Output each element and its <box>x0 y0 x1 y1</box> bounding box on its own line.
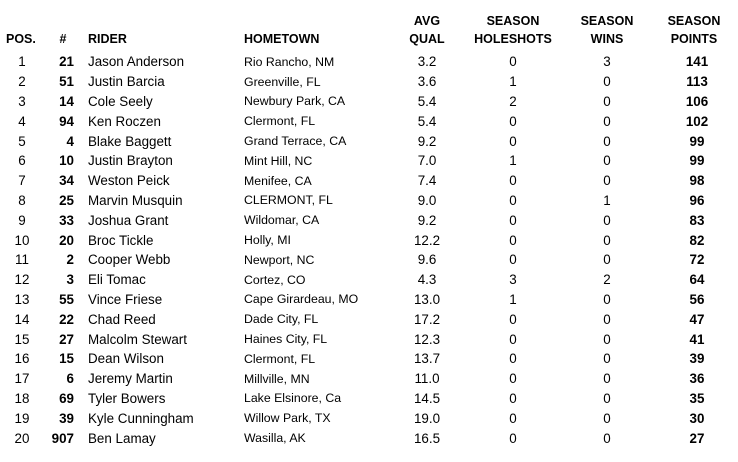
cell-hometown: Wildomar, CA <box>244 213 320 228</box>
cell-number: 10 <box>59 153 74 169</box>
cell-number: 33 <box>59 212 74 228</box>
cell-hometown: Millville, MN <box>244 371 310 386</box>
cell-pos: 5 <box>18 133 26 149</box>
cell-rider: Weston Peick <box>88 173 170 189</box>
table-row <box>0 389 738 409</box>
cell-hometown: Willow Park, TX <box>244 411 331 426</box>
cell-number: 21 <box>59 54 74 70</box>
cell-hometown: Dade City, FL <box>244 312 319 327</box>
cell-rider: Broc Tickle <box>88 232 154 248</box>
cell-rider: Cole Seely <box>88 93 153 109</box>
cell-pos: 1 <box>18 54 26 70</box>
cell-wins: 0 <box>603 291 611 307</box>
cell-holeshots: 0 <box>509 410 517 426</box>
cell-rider: Ben Lamay <box>88 430 156 446</box>
table-row <box>0 270 738 290</box>
table-row <box>0 369 738 389</box>
cell-wins: 0 <box>603 133 611 149</box>
table-row <box>0 72 738 92</box>
table-row <box>0 210 738 230</box>
cell-avg-qual: 9.0 <box>417 192 437 208</box>
cell-avg-qual: 19.0 <box>413 410 441 426</box>
cell-number: 3 <box>66 272 74 288</box>
cell-hometown: Newbury Park, CA <box>244 94 346 109</box>
cell-avg-qual: 11.0 <box>414 371 440 387</box>
cell-hometown: Mint Hill, NC <box>244 153 313 168</box>
cell-rider: Jeremy Martin <box>88 371 173 387</box>
cell-rider: Blake Baggett <box>88 133 172 149</box>
cell-rider: Chad Reed <box>88 311 156 327</box>
cell-number: 22 <box>59 311 74 327</box>
cell-holeshots: 2 <box>509 93 517 109</box>
cell-number: 6 <box>66 371 74 387</box>
cell-wins: 0 <box>603 331 611 347</box>
cell-holeshots: 1 <box>509 291 517 307</box>
cell-number: 55 <box>59 291 74 307</box>
cell-avg-qual: 13.7 <box>413 351 441 367</box>
cell-number: 907 <box>51 430 74 446</box>
cell-hometown: Haines City, FL <box>244 332 328 347</box>
cell-points: 113 <box>686 74 708 90</box>
cell-holeshots: 0 <box>509 113 517 129</box>
cell-rider: Malcolm Stewart <box>88 331 187 347</box>
cell-avg-qual: 9.2 <box>417 212 437 228</box>
cell-pos: 8 <box>18 192 26 208</box>
cell-pos: 14 <box>14 311 30 327</box>
cell-pos: 3 <box>18 93 26 109</box>
cell-rider: Justin Barcia <box>88 74 165 90</box>
cell-rider: Cooper Webb <box>88 252 171 268</box>
cell-wins: 3 <box>603 54 611 70</box>
cell-wins: 0 <box>603 252 611 268</box>
cell-rider: Kyle Cunningham <box>88 410 194 426</box>
cell-points: 102 <box>685 113 709 129</box>
cell-holeshots: 0 <box>509 173 517 189</box>
cell-wins: 0 <box>603 351 611 367</box>
header-season-holeshots: SEASON HOLESHOTS <box>474 14 552 46</box>
cell-number: 34 <box>59 173 74 189</box>
cell-holeshots: 0 <box>509 351 517 367</box>
table-row <box>0 52 738 72</box>
cell-rider: Vince Friese <box>88 291 163 307</box>
cell-holeshots: 0 <box>509 232 517 248</box>
cell-wins: 0 <box>603 113 611 129</box>
cell-avg-qual: 4.3 <box>417 272 437 288</box>
cell-rider: Tyler Bowers <box>88 390 166 406</box>
cell-pos: 15 <box>14 331 30 347</box>
header-avg-qual: AVG QUAL <box>409 14 445 46</box>
cell-holeshots: 0 <box>509 311 517 327</box>
cell-avg-qual: 7.4 <box>417 173 437 189</box>
table-row <box>0 290 738 310</box>
cell-pos: 12 <box>14 272 30 288</box>
table-row <box>0 408 738 428</box>
cell-avg-qual: 12.2 <box>413 232 441 248</box>
cell-number: 39 <box>59 410 74 426</box>
cell-number: 25 <box>59 192 74 208</box>
cell-holeshots: 0 <box>509 54 517 70</box>
cell-points: 56 <box>689 291 705 307</box>
header-pos: POS. <box>6 32 36 46</box>
cell-number: 14 <box>59 93 74 109</box>
cell-holeshots: 0 <box>509 252 517 268</box>
cell-holeshots: 0 <box>509 133 517 149</box>
cell-rider: Ken Roczen <box>88 113 161 129</box>
cell-number: 51 <box>59 74 74 90</box>
cell-pos: 18 <box>14 390 30 406</box>
cell-avg-qual: 14.5 <box>413 390 441 406</box>
cell-wins: 0 <box>603 390 611 406</box>
table-row <box>0 92 738 112</box>
cell-wins: 0 <box>603 74 611 90</box>
cell-points: 106 <box>685 93 709 109</box>
cell-wins: 0 <box>603 430 611 446</box>
cell-avg-qual: 13.0 <box>413 291 441 307</box>
cell-points: 96 <box>689 192 705 208</box>
header-season-points: SEASON POINTS <box>667 14 721 46</box>
table-row <box>0 171 738 191</box>
cell-rider: Jason Anderson <box>88 54 185 70</box>
cell-points: 36 <box>689 371 705 387</box>
cell-number: 27 <box>59 331 74 347</box>
cell-holeshots: 0 <box>509 430 517 446</box>
cell-pos: 6 <box>18 153 26 169</box>
cell-hometown: Lake Elsinore, Ca <box>244 391 342 406</box>
cell-avg-qual: 5.4 <box>417 93 437 109</box>
cell-avg-qual: 12.3 <box>413 331 441 347</box>
cell-pos: 9 <box>18 212 26 228</box>
cell-pos: 7 <box>18 173 26 189</box>
cell-points: 82 <box>689 232 705 248</box>
cell-wins: 0 <box>603 371 611 387</box>
cell-points: 35 <box>689 390 705 406</box>
cell-hometown: CLERMONT, FL <box>244 193 333 208</box>
cell-rider: Joshua Grant <box>88 212 169 228</box>
cell-points: 39 <box>689 351 705 367</box>
cell-pos: 4 <box>18 113 26 129</box>
table-row <box>0 428 738 448</box>
header-row <box>0 8 738 52</box>
cell-pos: 20 <box>14 430 30 446</box>
cell-pos: 16 <box>14 351 30 367</box>
cell-rider: Justin Brayton <box>88 153 173 169</box>
header-rider: RIDER <box>88 32 127 46</box>
cell-hometown: Clermont, FL <box>244 351 316 366</box>
cell-points: 41 <box>689 331 705 347</box>
cell-avg-qual: 3.6 <box>417 74 437 90</box>
cell-wins: 2 <box>603 272 611 288</box>
standings-table <box>0 8 738 448</box>
cell-points: 83 <box>689 212 705 228</box>
cell-avg-qual: 9.6 <box>417 252 437 268</box>
cell-wins: 0 <box>603 311 611 327</box>
cell-hometown: Greenville, FL <box>244 74 321 89</box>
cell-points: 141 <box>685 54 709 70</box>
cell-pos: 11 <box>15 252 29 268</box>
cell-rider: Eli Tomac <box>88 272 146 288</box>
table-row <box>0 151 738 171</box>
cell-avg-qual: 3.2 <box>417 54 437 70</box>
cell-pos: 2 <box>18 74 26 90</box>
cell-hometown: Menifee, CA <box>244 173 312 188</box>
cell-hometown: Cortez, CO <box>244 272 306 287</box>
cell-holeshots: 0 <box>509 390 517 406</box>
table-row <box>0 250 738 270</box>
cell-wins: 0 <box>603 232 611 248</box>
cell-avg-qual: 17.2 <box>413 311 441 327</box>
cell-hometown: Holly, MI <box>244 233 291 248</box>
table-row <box>0 329 738 349</box>
cell-holeshots: 0 <box>509 192 517 208</box>
cell-pos: 19 <box>14 410 30 426</box>
cell-number: 2 <box>66 252 74 268</box>
header-number: # <box>59 32 67 46</box>
cell-wins: 0 <box>603 212 611 228</box>
table-row <box>0 309 738 329</box>
cell-points: 99 <box>689 153 705 169</box>
cell-pos: 13 <box>14 291 30 307</box>
cell-holeshots: 0 <box>509 371 517 387</box>
cell-points: 27 <box>689 430 705 446</box>
cell-points: 47 <box>689 311 705 327</box>
cell-pos: 10 <box>14 232 30 248</box>
table-row <box>0 191 738 211</box>
cell-points: 64 <box>689 272 705 288</box>
cell-hometown: Wasilla, AK <box>244 431 306 446</box>
cell-hometown: Clermont, FL <box>244 114 316 129</box>
cell-points: 98 <box>689 173 705 189</box>
cell-rider: Marvin Musquin <box>88 192 183 208</box>
table-row <box>0 349 738 369</box>
cell-hometown: Newport, NC <box>244 252 315 267</box>
cell-points: 30 <box>689 410 705 426</box>
cell-pos: 17 <box>14 371 30 387</box>
table-row <box>0 111 738 131</box>
table-row <box>0 230 738 250</box>
cell-wins: 0 <box>603 153 611 169</box>
cell-holeshots: 1 <box>509 74 517 90</box>
cell-avg-qual: 5.4 <box>417 113 437 129</box>
cell-points: 72 <box>689 252 705 268</box>
table-row <box>0 131 738 151</box>
cell-points: 99 <box>689 133 705 149</box>
cell-hometown: Cape Girardeau, MO <box>244 292 359 307</box>
cell-hometown: Grand Terrace, CA <box>244 134 347 149</box>
cell-wins: 0 <box>603 410 611 426</box>
cell-wins: 1 <box>603 192 611 208</box>
cell-holeshots: 3 <box>509 272 517 288</box>
cell-hometown: Rio Rancho, NM <box>244 54 335 69</box>
cell-rider: Dean Wilson <box>88 351 164 367</box>
cell-holeshots: 1 <box>509 153 517 169</box>
cell-holeshots: 0 <box>509 331 517 347</box>
cell-avg-qual: 7.0 <box>417 153 437 169</box>
cell-avg-qual: 9.2 <box>417 133 437 149</box>
cell-number: 4 <box>66 133 74 149</box>
cell-number: 15 <box>59 351 74 367</box>
header-season-wins: SEASON WINS <box>580 14 634 46</box>
cell-holeshots: 0 <box>509 212 517 228</box>
cell-number: 20 <box>59 232 74 248</box>
cell-wins: 0 <box>603 93 611 109</box>
header-hometown: HOMETOWN <box>244 32 320 46</box>
cell-number: 94 <box>59 113 74 129</box>
cell-number: 69 <box>59 390 74 406</box>
cell-wins: 0 <box>603 173 611 189</box>
cell-avg-qual: 16.5 <box>413 430 441 446</box>
